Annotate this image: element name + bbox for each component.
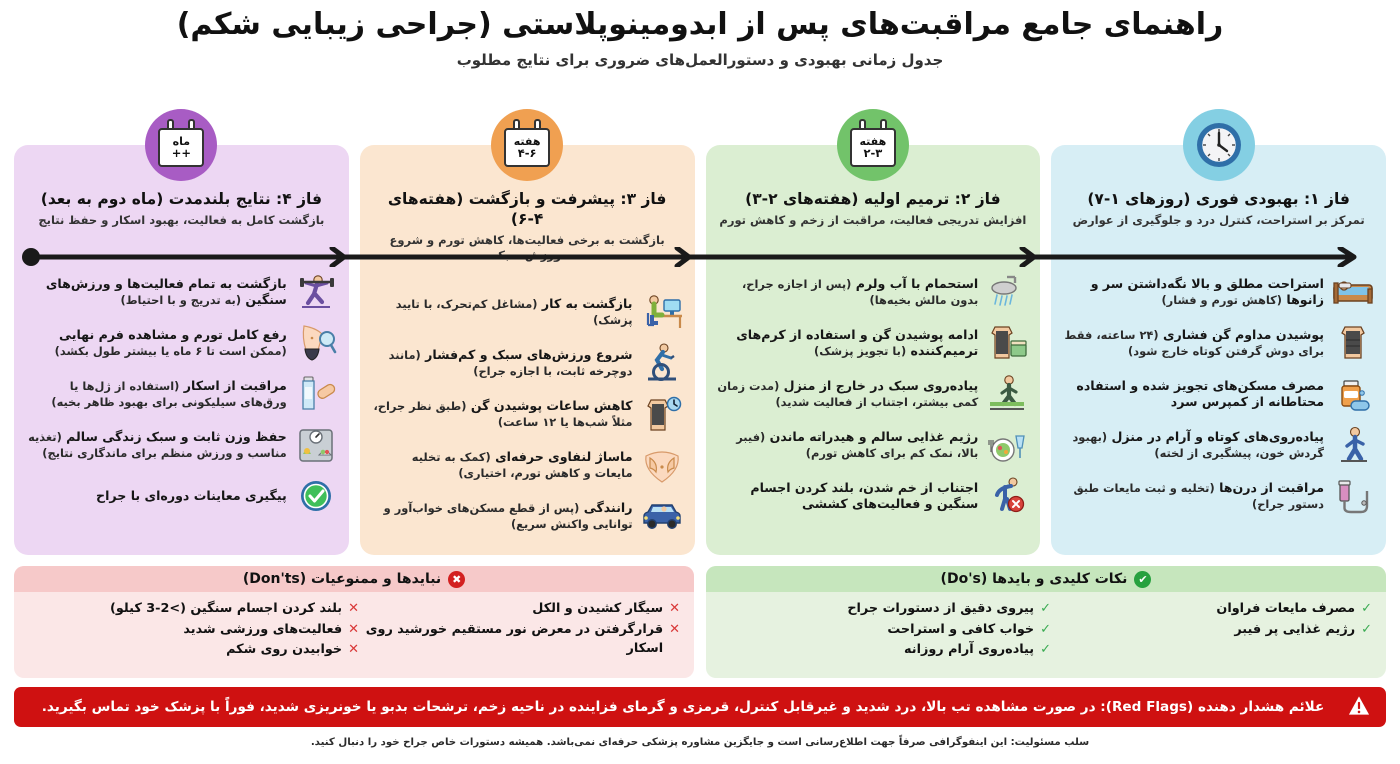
badge-line-2: ++ — [171, 146, 192, 161]
list-item-text: پوشیدن مداوم گن فشاری (۲۴ ساعته، فقط برای دوش گرفتن کوتاه خارج شود) — [1064, 326, 1324, 359]
list-item-text: پیروی دقیق از دستورات جراح — [847, 601, 1035, 616]
list-item-text: ماساژ لنفاوی حرفه‌ای (کمک به تخلیه مایعات و کاهش تورم، اختیاری) — [411, 448, 633, 481]
phase-title-4: فاز ۴: نتایج بلندمدت (ماه دوم به بعد) — [40, 190, 323, 208]
list-item — [38, 640, 359, 660]
check-mark-icon: ✓ — [1040, 642, 1051, 657]
list-item — [1062, 475, 1375, 517]
guidance-lists — [14, 566, 1386, 678]
badge-line-1: هفته — [859, 134, 887, 148]
check-mark-icon: ✓ — [1361, 601, 1372, 616]
list-item — [359, 599, 680, 619]
phase-subtitle-4: بازگشت کامل به فعالیت، بهبود اسکار و حفظ نتایج — [38, 213, 325, 228]
list-item-text: اجتناب از خم شدن، بلند کردن اجسام سنگین و فعالیت‌های کششی — [750, 479, 979, 512]
donts-column-right — [28, 599, 359, 661]
desk-work-icon — [640, 291, 684, 333]
list-item — [730, 599, 1051, 619]
medication-icon — [1331, 373, 1375, 415]
list-item-text: سیگار کشیدن و الکل — [532, 601, 664, 616]
list-item — [359, 620, 680, 658]
list-item — [371, 495, 684, 537]
phase-items-2 — [717, 271, 1030, 517]
healthy-meal-icon — [985, 424, 1029, 466]
warning-triangle-icon — [1348, 695, 1370, 720]
list-item — [717, 475, 1030, 517]
list-item — [38, 599, 359, 619]
list-item-text: پیاده‌روی آرام روزانه — [904, 642, 1035, 657]
check-mark-icon: ✓ — [1040, 621, 1051, 637]
cross-circle-icon: ✖ — [448, 571, 465, 588]
list-item — [25, 322, 338, 364]
list-item-text: پیاده‌روی‌های کوتاه و آرام در منزل (بهبود گردش خون، پیشگیری از لخته) — [1072, 428, 1324, 461]
list-item-text: استراحت مطلق و بالا نگه‌داشتن سر و زانوها (کاهش تورم و فشار) — [1090, 275, 1324, 308]
phase-card-2 — [706, 134, 1041, 555]
list-item — [371, 444, 684, 486]
red-flags-banner — [14, 687, 1386, 727]
check-circle-icon: ✔ — [1134, 571, 1151, 588]
list-item-text: کاهش ساعات پوشیدن گن (طبق نظر جراح، مثلاً شب‌ها یا ۱۲ ساعت) — [373, 397, 633, 430]
phase-card-1 — [1051, 145, 1386, 555]
list-item-text: رفع کامل تورم و مشاهده فرم نهایی (ممکن است تا ۶ ماه یا بیشتر طول بکشد) — [54, 326, 287, 359]
bed-rest-icon — [1331, 271, 1375, 313]
dos-heading-label: نکات کلیدی و بایدها (Do's) — [940, 571, 1128, 587]
list-item — [717, 322, 1030, 364]
phase-items-1 — [1062, 271, 1375, 517]
phase-badge-3 — [491, 109, 563, 181]
phase-badge-1 — [1183, 109, 1255, 181]
page-subtitle: جدول زمانی بهبودی و دستورالعمل‌های ضروری برای نتایج مطلوب — [456, 50, 944, 69]
list-item — [730, 620, 1051, 640]
list-item — [25, 475, 338, 517]
dos-panel — [706, 566, 1386, 678]
calendar-icon — [504, 123, 550, 167]
phase-title-1: فاز ۱: بهبودی فوری (روزهای ۱-۷) — [1087, 190, 1350, 208]
phase-subtitle-3: بازگشت به برخی فعالیت‌ها، کاهش تورم و شروع ورزش سبک — [389, 233, 665, 263]
badge-line-1: ماه — [172, 134, 191, 148]
disclaimer: سلب مسئولیت: این اینفوگرافی صرفاً جهت اطلاع‌رسانی است و جایگزین مشاوره پزشکی حرفه‌ای نمی‌باشد. همیشه دستورات خاص جراح خود را دنبال کنید. — [310, 737, 1090, 748]
badge-line-2: ۴-۶ — [517, 146, 537, 161]
page-title: راهنمای جامع مراقبت‌های پس از ابدومینوپلاستی (جراحی زیبایی شکم) — [176, 7, 1224, 42]
list-item-text: بلند کردن اجسام سنگین (>2-3 کیلو) — [110, 601, 343, 616]
dos-column-left — [1051, 599, 1372, 661]
donts-heading-label: نبایدها و ممنوعیات (Don'ts) — [242, 571, 442, 587]
driving-icon — [640, 495, 684, 537]
list-item-text: پیگیری معاینات دوره‌ای با جراح — [96, 487, 287, 503]
list-item-text: مراقبت از اسکار (استفاده از ژل‌ها یا ورق‌های سیلیکونی برای بهبود ظاهر بخیه) — [51, 377, 287, 410]
cross-mark-icon: ✕ — [348, 621, 359, 637]
weight-scale-icon — [294, 424, 338, 466]
cross-mark-icon: ✕ — [348, 642, 359, 657]
list-item — [730, 640, 1051, 660]
list-item — [371, 393, 684, 435]
list-item-text: شروع ورزش‌های سبک و کم‌فشار (مانند دوچرخه ثابت، با اجازه جراح) — [388, 346, 633, 379]
phase-badge-2 — [837, 109, 909, 181]
list-item — [371, 291, 684, 333]
cross-mark-icon: ✕ — [348, 601, 359, 616]
list-item — [717, 373, 1030, 415]
list-item — [38, 620, 359, 640]
list-item-text: رژیم غذایی پر فیبر — [1234, 621, 1356, 637]
lymphatic-massage-icon — [640, 444, 684, 486]
final-shape-icon — [294, 322, 338, 364]
list-item — [25, 373, 338, 415]
list-item-text: حفظ وزن ثابت و سبک زندگی سالم (تغذیه مناسب و ورزش منظم برای ماندگاری نتایج) — [28, 428, 287, 461]
donts-heading — [14, 566, 694, 592]
badge-line-2: ۲-۳ — [863, 146, 883, 161]
dos-column-right — [720, 599, 1051, 661]
checkmark-seal-icon — [294, 475, 338, 517]
dos-heading — [706, 566, 1386, 592]
list-item — [1062, 271, 1375, 313]
clock-icon — [1194, 120, 1244, 170]
weightlifting-icon — [294, 271, 338, 313]
compression-garment-icon — [1331, 322, 1375, 364]
list-item-text: بازگشت به تمام فعالیت‌ها و ورزش‌های سنگین (به تدریج و با احتیاط) — [45, 275, 287, 308]
phase-title-3: فاز ۳: پیشرفت و بازگشت (هفته‌های ۴-۶) — [387, 190, 667, 229]
list-item — [1062, 322, 1375, 364]
list-item — [717, 271, 1030, 313]
list-item-text: مصرف مسکن‌های تجویز شده و استفاده محتاطانه از کمپرس سرد — [1076, 377, 1324, 410]
list-item — [25, 424, 338, 466]
donts-panel — [14, 566, 694, 678]
scar-care-icon — [294, 373, 338, 415]
phase-subtitle-1: تمرکز بر استراحت، کنترل درد و جلوگیری از عوارض — [1072, 213, 1365, 228]
phase-title-2: فاز ۲: ترمیم اولیه (هفته‌های ۲-۳) — [745, 190, 1001, 208]
donts-column-left — [359, 599, 680, 661]
phase-badge-4 — [145, 109, 217, 181]
list-item-text: مصرف مایعات فراوان — [1216, 601, 1356, 616]
outdoor-walking-icon — [985, 373, 1029, 415]
garment-hours-icon — [640, 393, 684, 435]
phase-card-3 — [360, 134, 695, 555]
calendar-icon — [158, 123, 204, 167]
garment-cream-icon — [985, 322, 1029, 364]
list-item — [717, 424, 1030, 466]
list-item-text: رانندگی (پس از قطع مسکن‌های خواب‌آور و توانایی واکنش سریع) — [383, 499, 633, 532]
list-item-text: فعالیت‌های ورزشی شدید — [183, 621, 343, 637]
shower-icon — [985, 271, 1029, 313]
list-item-text: استحمام با آب ولرم (پس از اجازه جراح، بدون مالش بخیه‌ها) — [741, 275, 979, 308]
phase-card-4 — [14, 134, 349, 555]
list-item-text: رژیم غذایی سالم و هیدراته ماندن (فیبر بالا، نمک کم برای کاهش تورم) — [736, 428, 979, 461]
red-flags-text: علائم هشدار دهنده (Red Flags): در صورت مشاهده تب بالا، درد شدید و غیرقابل کنترل، قرمزی و گرمای فزاینده در ناحیه زخم، ترشحات بدبو یا خونریزی شدید، فوراً با پزشک خود تماس بگیرید. — [41, 698, 1325, 715]
list-item-text: ادامه پوشیدن گن و استفاده از کرم‌های ترمیم‌کننده (با تجویز پزشک) — [736, 326, 979, 359]
check-mark-icon: ✓ — [1040, 601, 1051, 616]
header — [0, 0, 1400, 69]
cross-mark-icon: ✕ — [669, 601, 680, 616]
phase-items-3 — [371, 291, 684, 537]
list-item-text: مراقبت از درن‌ها (تخلیه و ثبت مایعات طبق دستور جراح) — [1073, 479, 1324, 512]
cross-mark-icon: ✕ — [669, 621, 680, 637]
badge-line-1: هفته — [513, 134, 541, 148]
list-item — [1062, 373, 1375, 415]
list-item — [371, 342, 684, 384]
list-item — [1051, 599, 1372, 619]
list-item-text: خوابیدن روی شکم — [226, 642, 343, 657]
list-item — [25, 271, 338, 313]
list-item-text: بازگشت به کار (مشاغل کم‌تحرک، با تایید پزشک) — [395, 295, 633, 328]
phase-columns — [14, 134, 1386, 555]
check-mark-icon: ✓ — [1361, 621, 1372, 637]
list-item-text: خواب کافی و استراحت — [887, 621, 1035, 637]
list-item — [1062, 424, 1375, 466]
stationary-bike-icon — [640, 342, 684, 384]
calendar-icon — [850, 123, 896, 167]
phase-items-4 — [25, 271, 338, 517]
no-bending-icon — [985, 475, 1029, 517]
surgical-drain-icon — [1331, 475, 1375, 517]
walking-person-icon — [1331, 424, 1375, 466]
list-item — [1051, 620, 1372, 640]
list-item-text: پیاده‌روی سبک در خارج از منزل (مدت زمان کمی بیشتر، اجتناب از فعالیت شدید) — [717, 377, 979, 410]
list-item-text: قرارگرفتن در معرض نور مستقیم خورشید روی اسکار — [365, 621, 664, 656]
phase-subtitle-2: افزایش تدریجی فعالیت، مراقبت از زخم و کاهش تورم — [719, 213, 1027, 228]
